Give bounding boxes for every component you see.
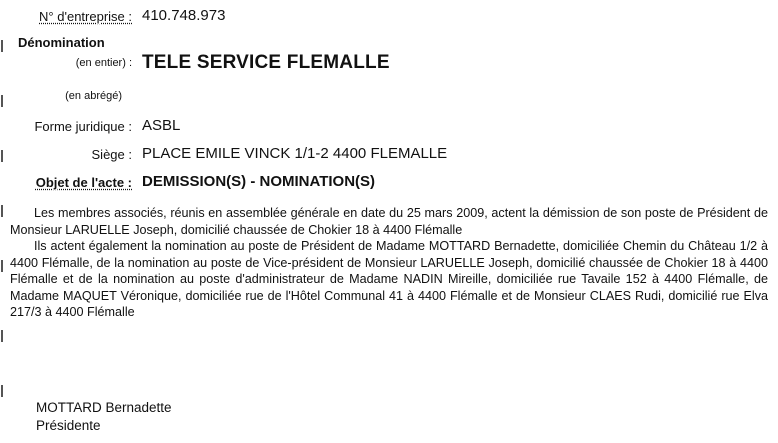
full-name: TELE SERVICE FLEMALLE — [142, 52, 390, 73]
object: DEMISSION(S) - NOMINATION(S) — [142, 173, 376, 190]
left-margin-marks — [0, 0, 4, 443]
enterprise-number: 410.748.973 — [142, 7, 226, 24]
seat: PLACE EMILE VINCK 1/1-2 4400 FLEMALLE — [142, 145, 448, 162]
enterprise-number-label: N° d'entreprise : — [39, 9, 132, 24]
seat-label: Siège : — [91, 147, 132, 162]
signatory-title: Présidente — [36, 418, 101, 433]
paragraph-resignation: Les membres associés, réunis en assemblée générale en date du 25 mars 2009, actent la démission de son poste de Président de Monsieur LARUELLE Joseph, domicilié chaussée de Chokier 18 à 4400 Flémalle — [10, 206, 768, 237]
legal-form-label: Forme juridique : — [34, 119, 132, 134]
signatory-name: MOTTARD Bernadette — [36, 400, 172, 415]
paragraph-appointments: Ils actent également la nomination au poste de Président de Madame MOTTARD Bernadette, domiciliée Chemin du Château 1/2 à 4400 Flémalle, de la nomination au poste de Vice-président de Monsieur LARUELLE Joseph, domicilié chaussée de Chokier 18 à 4400 Flémalle et de la nomination au poste d'administrateur de Madame NADIN Mireille, domiciliée rue Tavaile 152 à 4400 Flémalle, de Madame MAQUET Véronique, domiciliée rue de l'Hôtel Communal 41 à 4400 Flémalle et de Monsieur CLAES Rudi, domicilié rue Elva 217/3 à 4400 Flémalle — [10, 239, 768, 319]
denomination-label: Dénomination — [18, 35, 105, 50]
object-label: Objet de l'acte : — [35, 175, 132, 190]
legal-form: ASBL — [142, 117, 181, 134]
short-name-label: (en abrégé) — [65, 90, 122, 102]
act-body — [10, 205, 768, 321]
full-name-label: (en entier) : — [75, 57, 132, 69]
